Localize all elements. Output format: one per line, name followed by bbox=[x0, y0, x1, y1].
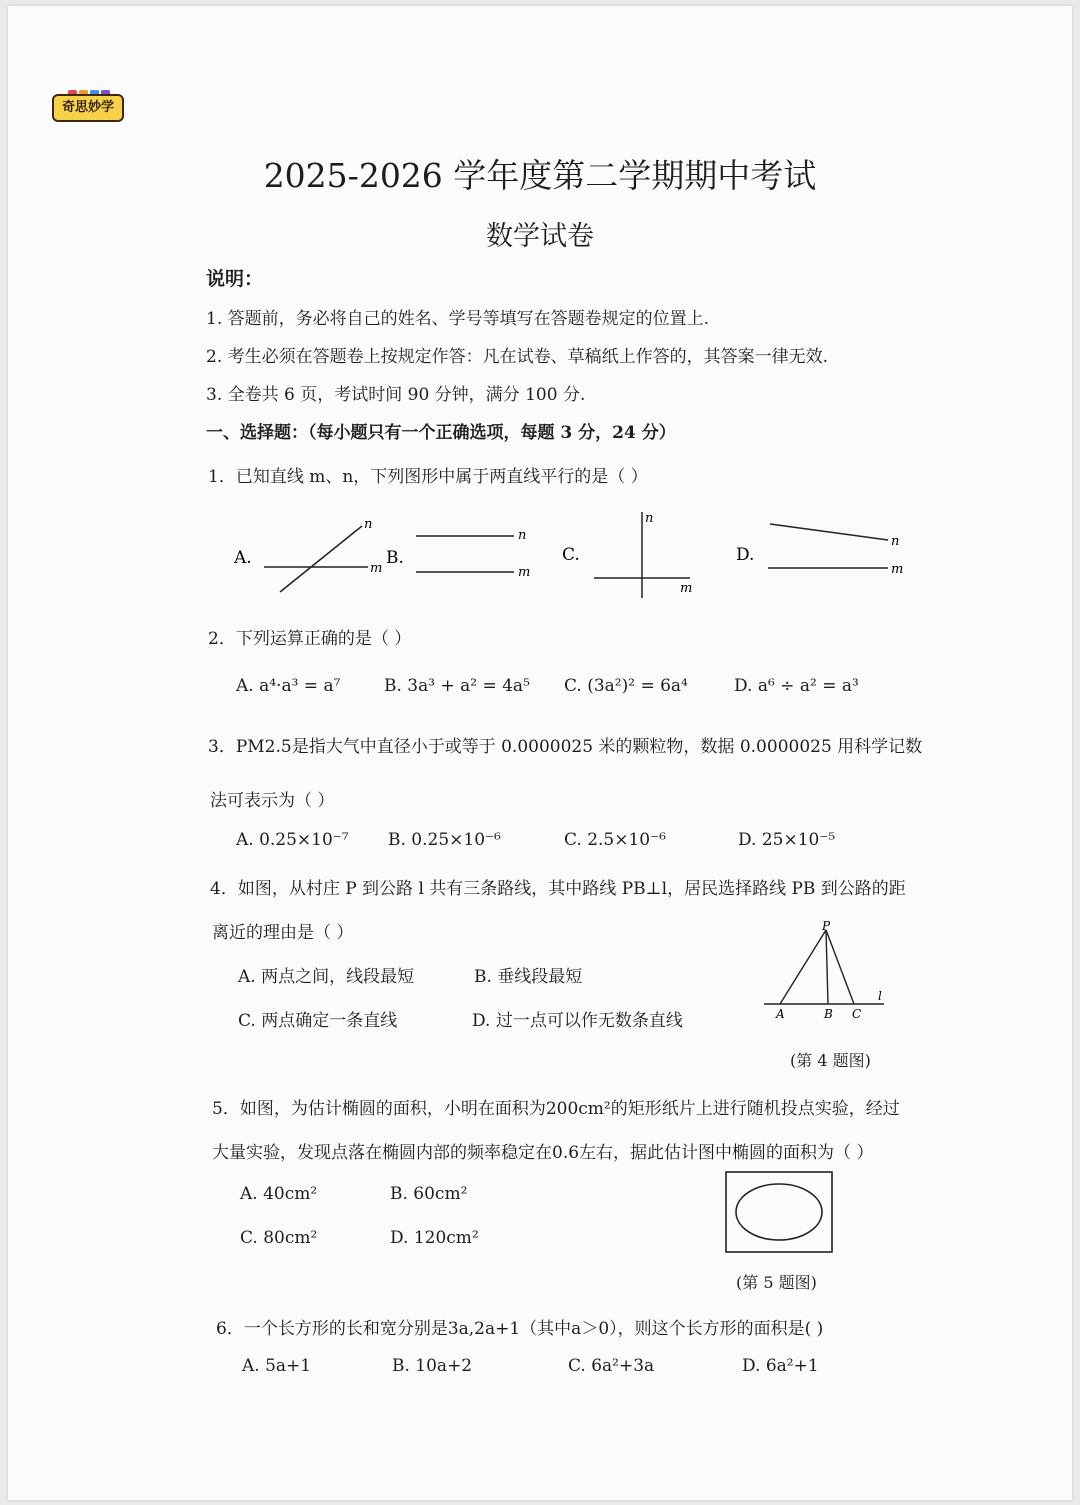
q4-point-p: P bbox=[822, 919, 831, 933]
q1-label-b: B. bbox=[386, 548, 404, 568]
q5-option-c[interactable]: C. 80cm² bbox=[240, 1228, 318, 1248]
q5-ellipse bbox=[736, 1184, 822, 1240]
brand-logo bbox=[52, 84, 126, 124]
q4-figure bbox=[756, 918, 896, 1028]
q3-option-a[interactable]: A. 0.25×10⁻⁷ bbox=[236, 830, 349, 850]
q2-option-b[interactable]: B. 3a³ + a² = 4a⁵ bbox=[384, 676, 530, 696]
q6-option-d[interactable]: D. 6a²+1 bbox=[742, 1356, 819, 1376]
q1-label-d: D. bbox=[736, 545, 755, 565]
q1-stem: 1．已知直线 m、n，下列图形中属于两直线平行的是（ ） bbox=[208, 467, 648, 487]
q4-caption: (第 4 题图) bbox=[790, 1051, 871, 1070]
instruction-item-3: 3. 全卷共 6 页，考试时间 90 分钟，满分 100 分. bbox=[206, 385, 586, 405]
q1-label-c: C. bbox=[562, 545, 580, 565]
q1-b-label-n: n bbox=[518, 528, 527, 543]
q5-stem-line-2: 大量实验，发现点落在椭圆内部的频率稳定在0.6左右，据此估计图中椭圆的面积为（ ） bbox=[212, 1143, 874, 1163]
q5-option-a[interactable]: A. 40cm² bbox=[240, 1184, 318, 1204]
q4-option-a[interactable]: A. 两点之间，线段最短 bbox=[238, 967, 415, 987]
logo-text: 奇思妙学 bbox=[52, 94, 124, 122]
instruction-item-2: 2. 考生必须在答题卷上按规定作答：凡在试卷、草稿纸上作答的，其答案一律无效. bbox=[206, 347, 829, 367]
q5-option-d[interactable]: D. 120cm² bbox=[390, 1228, 479, 1248]
q2-option-c[interactable]: C. (3a²)² = 6a⁴ bbox=[564, 676, 688, 696]
q1-label-a: A. bbox=[234, 548, 252, 568]
q4-stem-line-1: 4．如图，从村庄 P 到公路 l 共有三条路线，其中路线 PB⊥l，居民选择路线 PB 到公路的距 bbox=[210, 879, 906, 899]
q3-stem-line-2: 法可表示为（ ） bbox=[210, 791, 335, 811]
instructions-heading: 说明： bbox=[206, 268, 264, 290]
q2-option-d[interactable]: D. a⁶ ÷ a² = a³ bbox=[734, 676, 859, 696]
q4-point-a: A bbox=[776, 1007, 785, 1021]
q6-option-b[interactable]: B. 10a+2 bbox=[392, 1356, 473, 1376]
q2-option-a[interactable]: A. a⁴·a³ = a⁷ bbox=[236, 676, 341, 696]
q1-c-label-n: n bbox=[645, 511, 654, 526]
q4-option-d[interactable]: D. 过一点可以作无数条直线 bbox=[472, 1011, 683, 1031]
q6-option-c[interactable]: C. 6a²+3a bbox=[568, 1356, 655, 1376]
q3-option-d[interactable]: D. 25×10⁻⁵ bbox=[738, 830, 836, 850]
exam-subtitle: 数学试卷 bbox=[486, 221, 594, 252]
q3-option-c[interactable]: C. 2.5×10⁻⁶ bbox=[564, 830, 666, 850]
q3-option-b[interactable]: B. 0.25×10⁻⁶ bbox=[388, 830, 501, 850]
section-1-heading: 一、选择题：（每小题只有一个正确选项，每题 3 分，24 分） bbox=[206, 423, 676, 443]
q6-option-a[interactable]: A. 5a+1 bbox=[242, 1356, 312, 1376]
q5-caption: (第 5 题图) bbox=[736, 1273, 817, 1292]
q4-option-b[interactable]: B. 垂线段最短 bbox=[474, 967, 583, 987]
exam-title: 2025-2026 学年度第二学期期中考试 bbox=[263, 156, 817, 195]
q2-stem: 2．下列运算正确的是（ ） bbox=[208, 629, 412, 649]
q1-c-label-m: m bbox=[680, 581, 693, 596]
q1-a-label-n: n bbox=[364, 517, 373, 532]
q4-option-c[interactable]: C. 两点确定一条直线 bbox=[238, 1011, 398, 1031]
q1-figures bbox=[220, 508, 920, 608]
q1-a-line-n bbox=[280, 526, 362, 592]
q5-option-b[interactable]: B. 60cm² bbox=[390, 1184, 468, 1204]
q1-d-label-n: n bbox=[891, 534, 900, 549]
q3-stem-line-1: 3．PM2.5是指大气中直径小于或等于 0.0000025 米的颗粒物，数据 0.0000025 用科学记数 bbox=[208, 737, 923, 757]
q4-stem-line-2: 离近的理由是（ ） bbox=[212, 923, 354, 943]
q5-figure bbox=[724, 1170, 836, 1256]
q4-point-b: B bbox=[824, 1007, 833, 1021]
q4-line-l: l bbox=[878, 989, 882, 1003]
q5-stem-line-1: 5．如图，为估计椭圆的面积，小明在面积为200cm²的矩形纸片上进行随机投点实验，经过 bbox=[212, 1099, 900, 1119]
q1-b-label-m: m bbox=[518, 565, 531, 580]
q1-d-label-m: m bbox=[891, 562, 904, 577]
q1-d-line-n bbox=[770, 524, 888, 540]
instruction-item-1: 1. 答题前，务必将自己的姓名、学号等填写在答题卷规定的位置上. bbox=[206, 309, 710, 329]
q4-point-c: C bbox=[852, 1007, 862, 1021]
q1-a-label-m: m bbox=[370, 561, 383, 576]
q6-stem: 6．一个长方形的长和宽分别是3a,2a+1（其中a＞0），则这个长方形的面积是( ) bbox=[216, 1319, 824, 1339]
